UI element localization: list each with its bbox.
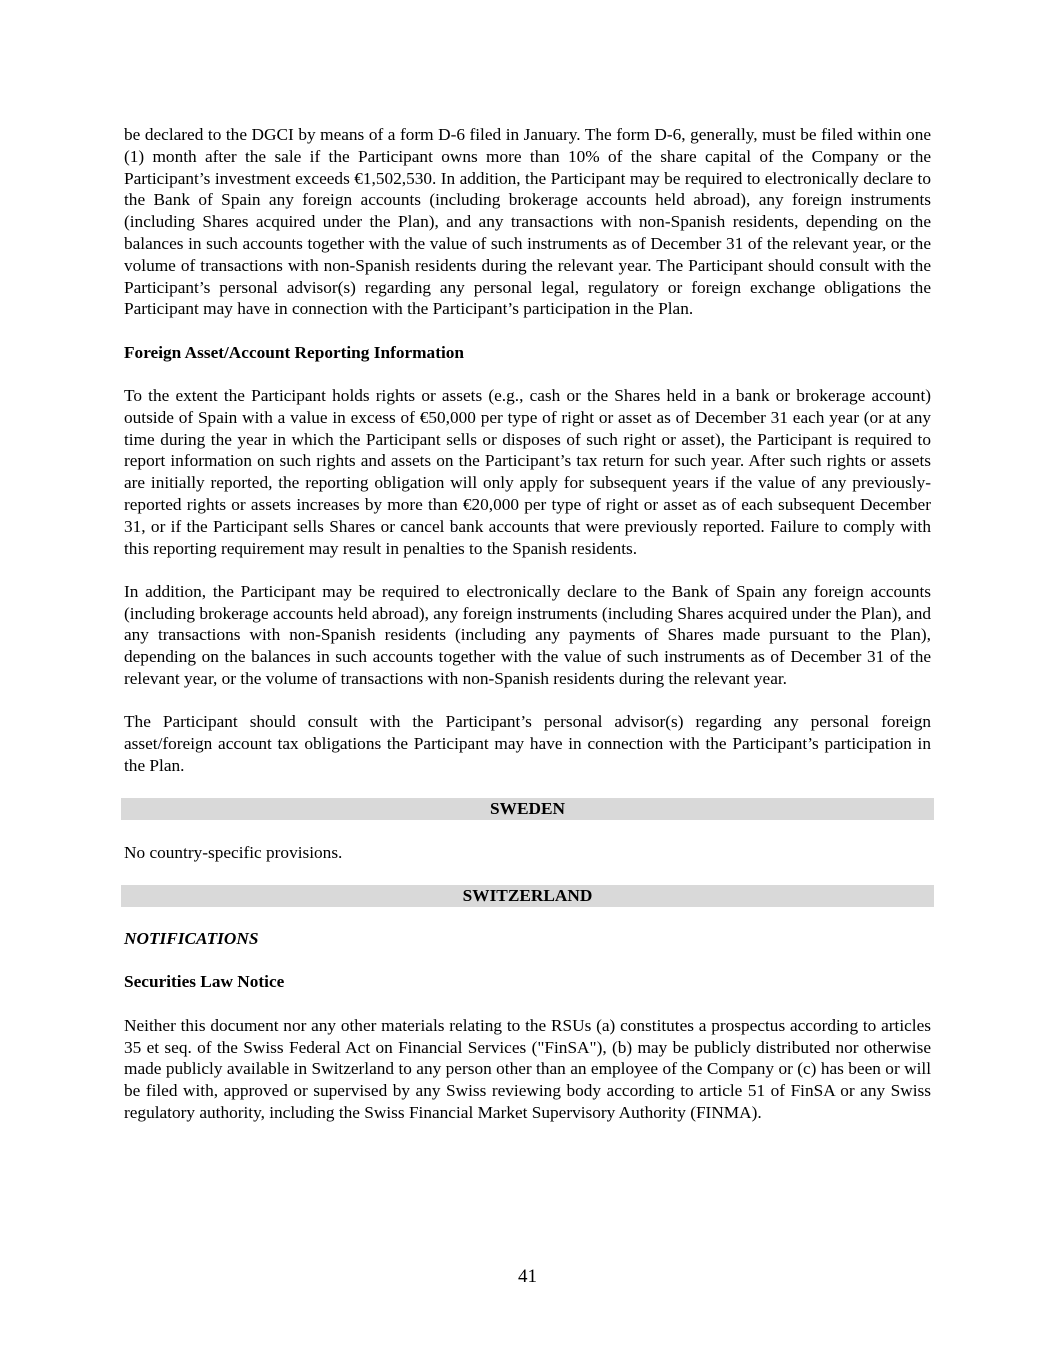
country-header-sweden: SWEDEN [121, 798, 934, 820]
page-number: 41 [518, 1266, 537, 1287]
heading-notifications: NOTIFICATIONS [124, 929, 259, 949]
document-page [124, 124, 931, 1145]
heading-foreign-asset-reporting: Foreign Asset/Account Reporting Information [124, 342, 465, 362]
paragraph-sweden-provisions: No country-specific provisions. [124, 842, 343, 862]
paragraph-bank-of-spain: In addition, the Participant may be required to electronically declare to the Bank of Spain any foreign accounts (including brokerage accounts held abroad), any foreign instruments (including Shares acquired under the Plan), and any transactions with non-Spanish residents (including any payments of Shares made pursuant to the Plan), depending on the balances in such accounts together with the value of such instruments as of December 31 of the relevant year, or the volume of transactions with non-Spanish residents during the relevant year. [124, 581, 931, 689]
paragraph-spain-declaration: be declared to the DGCI by means of a form D-6 filed in January. The form D-6, generally, must be filed within one (1) month after the sale if the Participant owns more than 10% of the share capital of the Company or the Participant’s investment exceeds €1,502,530. In addition, the Participant may be required to electronically declare to the Bank of Spain any foreign accounts (including brokerage accounts held abroad), any foreign instruments (including Shares acquired under the Plan), and any transactions with non-Spanish residents, depending on the balances in such accounts together with the value of such instruments as of December 31 of the relevant year, or the volume of transactions with non-Spanish residents during the relevant year. The Participant should consult with the Participant’s personal advisor(s) regarding any personal legal, regulatory or foreign exchange obligations the Participant may have in connection with the Participant’s participation in the Plan. [124, 125, 931, 319]
paragraph-consult-advisor: The Participant should consult with the Participant’s personal advisor(s) regarding any personal foreign asset/foreign account tax obligations the Participant may have in connection with the Participant’s participation in the Plan. [124, 712, 931, 775]
paragraph-securities-law-notice: Neither this document nor any other materials relating to the RSUs (a) constitutes a prospectus according to articles 35 et seq. of the Swiss Federal Act on Financial Services ("FinSA"), (b) may be publicly distributed nor otherwise made publicly available in Switzerland to any person other than an employee of the Company or (c) has been or will be filed with, approved or supervised by any Swiss reviewing body according to article 51 of FinSA or any Swiss regulatory authority, including the Swiss Financial Market Supervisory Authority (FINMA). [124, 1015, 931, 1122]
country-header-switzerland: SWITZERLAND [121, 885, 934, 907]
paragraph-foreign-asset-reporting: To the extent the Participant holds rights or assets (e.g., cash or the Shares held in a bank or brokerage account) outside of Spain with a value in excess of €50,000 per type of right or asset as of December 31 each year (or at any time during the year in which the Participant sells or disposes of such right or asset), the Participant is required to report information on such rights and assets on the Participant’s tax return for such year. After such rights or assets are initially reported, the reporting obligation will only apply for subsequent years if the value of any previously-reported rights or assets increases by more than €20,000 per type of right or asset as of each subsequent December 31, or if the Participant sells Shares or cancel bank accounts that were previously reported. Failure to comply with this reporting requirement may result in penalties to the Spanish residents. [124, 385, 931, 558]
heading-securities-law-notice: Securities Law Notice [124, 972, 285, 992]
